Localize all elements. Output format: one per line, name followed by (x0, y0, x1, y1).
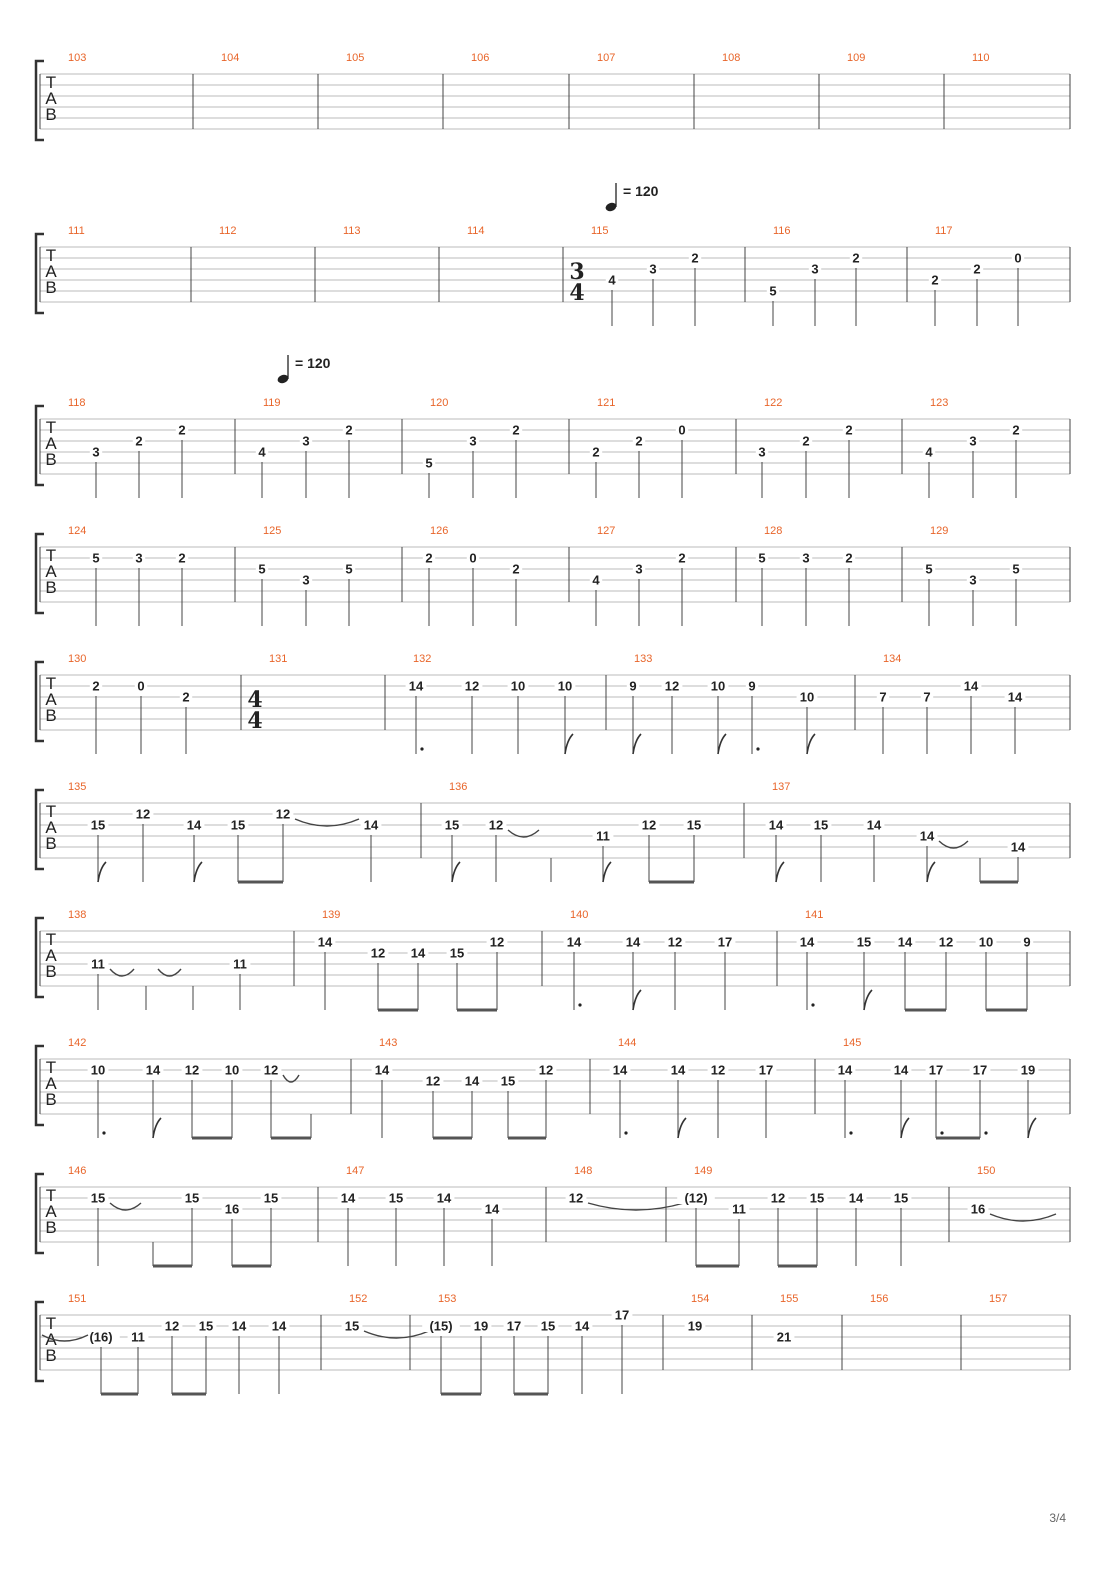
tab-clef-letter: B (45, 706, 57, 725)
measure-number: 105 (346, 52, 365, 64)
fret-number-15: 15 (449, 945, 465, 961)
fret-number-0: 0 (137, 678, 145, 694)
fret-number-12: 12 (710, 1062, 726, 1078)
fret-number-14: 14 (340, 1190, 356, 1206)
fret-number-9: 9 (1023, 934, 1031, 950)
page-number: 3/4 (1049, 1511, 1066, 1525)
tab-clef-letter: A (45, 946, 57, 965)
fret-number-5: 5 (758, 550, 766, 566)
system-1 (36, 52, 1070, 140)
fret-number-2: 2 (845, 422, 853, 438)
eighth-flag (153, 1118, 161, 1138)
fret-number-2: 2 (973, 261, 981, 277)
fret-number-15: 15 (344, 1318, 360, 1334)
fret-number-10: 10 (224, 1062, 240, 1078)
fret-number-14: 14 (363, 817, 379, 833)
fret-number-11: 11 (732, 1201, 746, 1217)
fret-number-14: 14 (408, 678, 424, 694)
fret-number-5: 5 (92, 550, 100, 566)
measure-number: 132 (413, 653, 432, 665)
fret-number-2: 2 (635, 433, 643, 449)
dotted-rhythm (578, 1003, 581, 1006)
fret-number-4: 4 (925, 444, 933, 460)
fret-number-11: 11 (131, 1329, 145, 1345)
measure-number: 130 (68, 653, 87, 665)
measure-number: 152 (349, 1293, 368, 1305)
fret-number-15: 15 (809, 1190, 825, 1206)
fret-number-14: 14 (963, 678, 979, 694)
tab-clef-letter: T (45, 246, 57, 265)
fret-number-12: 12 (667, 934, 683, 950)
fret-number-17: 17 (928, 1062, 944, 1078)
fret-number-15: 15 (540, 1318, 556, 1334)
measure-number: 125 (263, 525, 282, 537)
measure-number: 154 (691, 1293, 710, 1305)
fret-number-12: 12 (464, 678, 480, 694)
measure-number: 156 (870, 1293, 889, 1305)
tab-clef-letter: T (45, 1058, 57, 1077)
fret-number-2: 2 (678, 550, 686, 566)
fret-number-15: (15) (429, 1318, 453, 1334)
fret-number-5: 5 (425, 455, 433, 471)
eighth-flag (633, 734, 641, 754)
time-signature-top: 4 (247, 687, 263, 713)
system-6 (36, 781, 1070, 882)
tab-clef-letter: A (45, 1202, 57, 1221)
measure-number: 148 (574, 1165, 593, 1177)
fret-number-9: 9 (629, 678, 637, 694)
fret-number-12: 12 (164, 1318, 180, 1334)
eighth-flag (864, 990, 872, 1010)
tab-clef-letter: T (45, 802, 57, 821)
fret-number-12: 12 (568, 1190, 584, 1206)
fret-number-10: 10 (978, 934, 994, 950)
fret-number-5: 5 (258, 561, 266, 577)
measure-number: 139 (322, 909, 341, 921)
time-signature-bottom: 4 (569, 280, 585, 306)
fret-number-15: 15 (198, 1318, 214, 1334)
eighth-flag (565, 734, 573, 754)
measure-number: 157 (989, 1293, 1008, 1305)
system-2 (36, 183, 1070, 326)
measure-number: 151 (68, 1293, 87, 1305)
tab-clef-letter: T (45, 1314, 57, 1333)
fret-number-3: 3 (802, 550, 810, 566)
system-9 (36, 1165, 1070, 1266)
fret-number-15: 15 (856, 934, 872, 950)
dotted-rhythm (849, 1131, 852, 1134)
eighth-flag (678, 1118, 686, 1138)
tab-clef-letter: B (45, 278, 57, 297)
fret-number-14: 14 (625, 934, 641, 950)
fret-number-12: 12 (489, 934, 505, 950)
tab-clef-letter: A (45, 690, 57, 709)
measure-number: 143 (379, 1037, 398, 1049)
system-7 (36, 909, 1070, 1010)
fret-number-14: 14 (566, 934, 582, 950)
fret-number-14: 14 (464, 1073, 480, 1089)
fret-number-10: 10 (557, 678, 573, 694)
fret-number-2: 2 (852, 250, 860, 266)
tab-clef-letter: A (45, 818, 57, 837)
tab-clef-letter: B (45, 578, 57, 597)
tab-clef-letter: A (45, 1074, 57, 1093)
measure-number: 144 (618, 1037, 637, 1049)
fret-number-12: 12 (938, 934, 954, 950)
fret-number-15: 15 (686, 817, 702, 833)
fret-number-3: 3 (969, 572, 977, 588)
measure-number: 118 (68, 397, 86, 409)
fret-number-12: 12 (135, 806, 151, 822)
fret-number-2: 2 (345, 422, 353, 438)
tab-clef-letter: B (45, 450, 57, 469)
fret-number-10: 10 (799, 689, 815, 705)
measure-number: 106 (471, 52, 490, 64)
eighth-flag (776, 862, 784, 882)
eighth-flag (194, 862, 202, 882)
measure-number: 147 (346, 1165, 365, 1177)
fret-number-14: 14 (897, 934, 913, 950)
tempo-marking: = 120 (623, 183, 659, 199)
measure-number: 112 (219, 225, 237, 237)
measure-number: 134 (883, 653, 902, 665)
fret-number-2: 2 (92, 678, 100, 694)
measure-number: 117 (935, 225, 953, 237)
tab-clef-letter: T (45, 418, 57, 437)
fret-number-11: 11 (233, 956, 247, 972)
fret-number-2: 2 (135, 433, 143, 449)
fret-number-2: 2 (931, 272, 939, 288)
fret-number-14: 14 (145, 1062, 161, 1078)
fret-number-7: 7 (923, 689, 931, 705)
measure-number: 150 (977, 1165, 996, 1177)
fret-number-17: 17 (972, 1062, 988, 1078)
fret-number-2: 2 (845, 550, 853, 566)
fret-number-11: 11 (596, 828, 610, 844)
fret-number-0: 0 (678, 422, 686, 438)
fret-number-10: 10 (710, 678, 726, 694)
dotted-rhythm (420, 747, 423, 750)
measure-number: 141 (805, 909, 824, 921)
fret-number-2: 2 (512, 422, 520, 438)
tab-clef-letter: T (45, 674, 57, 693)
measure-number: 138 (68, 909, 87, 921)
measure-number: 127 (597, 525, 616, 537)
fret-number-12: 12 (538, 1062, 554, 1078)
fret-number-3: 3 (92, 444, 100, 460)
measure-number: 140 (570, 909, 589, 921)
measure-number: 114 (467, 225, 485, 237)
tab-clef-letter: T (45, 930, 57, 949)
tab-clef-letter: A (45, 434, 57, 453)
fret-number-19: 19 (687, 1318, 703, 1334)
tab-clef-letter: T (45, 1186, 57, 1205)
measure-number: 149 (694, 1165, 713, 1177)
eighth-flag (1028, 1118, 1036, 1138)
fret-number-15: 15 (263, 1190, 279, 1206)
fret-number-14: 14 (317, 934, 333, 950)
fret-number-19: 19 (473, 1318, 489, 1334)
measure-number: 129 (930, 525, 949, 537)
fret-number-17: 17 (506, 1318, 522, 1334)
fret-number-17: 17 (717, 934, 733, 950)
measure-number: 155 (780, 1293, 799, 1305)
fret-number-14: 14 (436, 1190, 452, 1206)
fret-number-12: 12 (425, 1073, 441, 1089)
fret-number-12: 12 (664, 678, 680, 694)
fret-number-14: 14 (670, 1062, 686, 1078)
fret-number-14: 14 (1010, 839, 1026, 855)
measure-number: 145 (843, 1037, 862, 1049)
fret-number-14: 14 (574, 1318, 590, 1334)
dotted-rhythm (624, 1131, 627, 1134)
tab-clef-letter: A (45, 89, 57, 108)
fret-number-15: 15 (90, 817, 106, 833)
tab-clef-letter: A (45, 562, 57, 581)
measure-number: 133 (634, 653, 653, 665)
eighth-flag (603, 862, 611, 882)
fret-number-15: 15 (444, 817, 460, 833)
dotted-rhythm (756, 747, 759, 750)
fret-number-14: 14 (848, 1190, 864, 1206)
fret-number-15: 15 (184, 1190, 200, 1206)
fret-number-12: 12 (641, 817, 657, 833)
measure-number: 146 (68, 1165, 87, 1177)
fret-number-4: 4 (592, 572, 600, 588)
fret-number-10: 10 (90, 1062, 106, 1078)
fret-number-3: 3 (469, 433, 477, 449)
fret-number-14: 14 (484, 1201, 500, 1217)
fret-number-12: 12 (275, 806, 291, 822)
fret-number-14: 14 (231, 1318, 247, 1334)
fret-number-15: 15 (500, 1073, 516, 1089)
measure-number: 153 (438, 1293, 457, 1305)
measure-number: 122 (764, 397, 783, 409)
fret-number-11: 11 (91, 956, 105, 972)
fret-number-14: 14 (919, 828, 935, 844)
fret-number-14: 14 (893, 1062, 909, 1078)
fret-number-14: 14 (1007, 689, 1023, 705)
fret-number-5: 5 (345, 561, 353, 577)
fret-number-3: 3 (969, 433, 977, 449)
tab-clef-letter: B (45, 1090, 57, 1109)
fret-number-15: 15 (90, 1190, 106, 1206)
fret-number-12: 12 (370, 945, 386, 961)
fret-number-4: 4 (258, 444, 266, 460)
measure-number: 135 (68, 781, 87, 793)
tab-clef-letter: B (45, 1218, 57, 1237)
fret-number-12: 12 (488, 817, 504, 833)
fret-number-15: 15 (893, 1190, 909, 1206)
fret-number-12: (12) (684, 1190, 708, 1206)
eighth-flag (98, 862, 106, 882)
fret-number-7: 7 (879, 689, 887, 705)
fret-number-2: 2 (178, 550, 186, 566)
fret-number-3: 3 (635, 561, 643, 577)
fret-number-5: 5 (1012, 561, 1020, 577)
fret-number-17: 17 (614, 1307, 630, 1323)
fret-number-2: 2 (691, 250, 699, 266)
eighth-flag (452, 862, 460, 882)
fret-number-14: 14 (768, 817, 784, 833)
measure-number: 116 (773, 225, 791, 237)
fret-number-2: 2 (425, 550, 433, 566)
dotted-rhythm (102, 1131, 105, 1134)
fret-number-0: 0 (1014, 250, 1022, 266)
measure-number: 109 (847, 52, 866, 64)
fret-number-2: 2 (182, 689, 190, 705)
time-signature-top: 3 (569, 259, 585, 285)
measure-number: 111 (68, 225, 85, 237)
measure-number: 103 (68, 52, 87, 64)
fret-number-3: 3 (758, 444, 766, 460)
fret-number-2: 2 (512, 561, 520, 577)
fret-number-16: 16 (970, 1201, 986, 1217)
measure-number: 142 (68, 1037, 87, 1049)
fret-number-14: 14 (612, 1062, 628, 1078)
fret-number-3: 3 (302, 433, 310, 449)
fret-number-2: 2 (178, 422, 186, 438)
fret-number-0: 0 (469, 550, 477, 566)
fret-number-15: 15 (813, 817, 829, 833)
measure-number: 107 (597, 52, 616, 64)
tab-clef-letter: T (45, 73, 57, 92)
fret-number-3: 3 (135, 550, 143, 566)
measure-number: 124 (68, 525, 87, 537)
fret-number-15: 15 (230, 817, 246, 833)
fret-number-5: 5 (769, 283, 777, 299)
measure-number: 108 (722, 52, 741, 64)
measure-number: 131 (269, 653, 288, 665)
tab-clef-letter: A (45, 1330, 57, 1349)
fret-number-2: 2 (592, 444, 600, 460)
measure-number: 137 (772, 781, 791, 793)
fret-number-3: 3 (811, 261, 819, 277)
dotted-rhythm (811, 1003, 814, 1006)
tab-clef-letter: B (45, 834, 57, 853)
tab-clef-letter: B (45, 962, 57, 981)
fret-number-14: 14 (186, 817, 202, 833)
fret-number-10: 10 (510, 678, 526, 694)
fret-number-5: 5 (925, 561, 933, 577)
eighth-flag (927, 862, 935, 882)
measure-number: 126 (430, 525, 449, 537)
dotted-rhythm (940, 1131, 943, 1134)
measure-number: 113 (343, 225, 361, 237)
eighth-flag (807, 734, 815, 754)
measure-number: 121 (597, 397, 616, 409)
measure-number: 136 (449, 781, 468, 793)
fret-number-17: 17 (758, 1062, 774, 1078)
system-5 (36, 653, 1070, 754)
tab-clef-letter: A (45, 262, 57, 281)
tab-clef-letter: B (45, 1346, 57, 1365)
measure-number: 123 (930, 397, 949, 409)
fret-number-12: 12 (263, 1062, 279, 1078)
fret-number-12: 12 (770, 1190, 786, 1206)
fret-number-3: 3 (302, 572, 310, 588)
eighth-flag (901, 1118, 909, 1138)
fret-number-14: 14 (837, 1062, 853, 1078)
fret-number-19: 19 (1020, 1062, 1036, 1078)
measure-number: 119 (263, 397, 281, 409)
fret-number-2: 2 (802, 433, 810, 449)
fret-number-14: 14 (410, 945, 426, 961)
tab-clef-letter: B (45, 105, 57, 124)
eighth-flag (718, 734, 726, 754)
fret-number-14: 14 (374, 1062, 390, 1078)
fret-number-9: 9 (748, 678, 756, 694)
tempo-marking: = 120 (295, 355, 331, 371)
fret-number-4: 4 (608, 272, 616, 288)
fret-number-15: 15 (388, 1190, 404, 1206)
dotted-rhythm (984, 1131, 987, 1134)
fret-number-21: 21 (776, 1329, 792, 1345)
measure-number: 120 (430, 397, 449, 409)
tab-clef-letter: T (45, 546, 57, 565)
time-signature-bottom: 4 (247, 708, 263, 734)
system-8 (36, 1037, 1070, 1138)
fret-number-16: (16) (89, 1329, 113, 1345)
fret-number-16: 16 (224, 1201, 240, 1217)
system-10 (36, 1293, 1070, 1394)
fret-number-12: 12 (184, 1062, 200, 1078)
fret-number-14: 14 (271, 1318, 287, 1334)
eighth-flag (633, 990, 641, 1010)
measure-number: 128 (764, 525, 783, 537)
measure-number: 115 (591, 225, 609, 237)
measure-number: 110 (972, 52, 990, 64)
fret-number-3: 3 (649, 261, 657, 277)
fret-number-2: 2 (1012, 422, 1020, 438)
fret-number-14: 14 (799, 934, 815, 950)
fret-number-14: 14 (866, 817, 882, 833)
system-4 (36, 525, 1070, 626)
system-3 (36, 355, 1070, 498)
measure-number: 104 (221, 52, 240, 64)
